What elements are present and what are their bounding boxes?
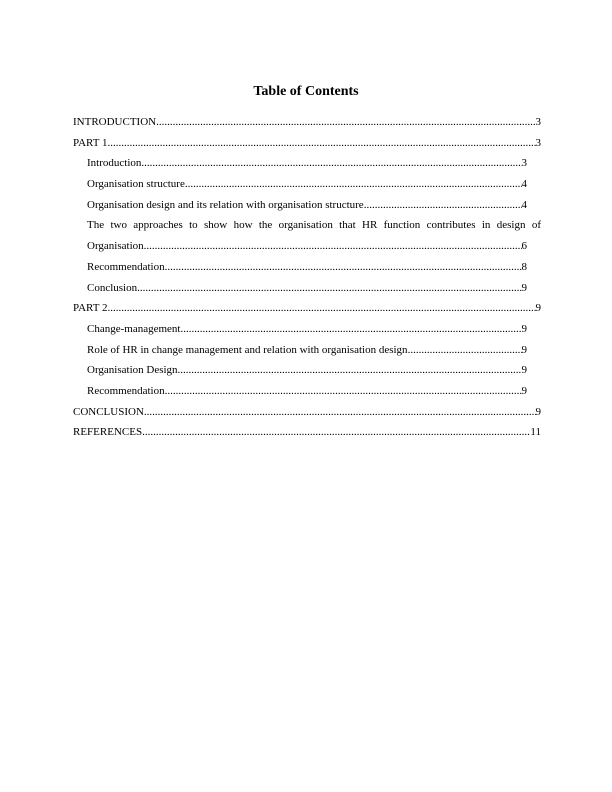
toc-leader-dots (178, 360, 522, 381)
toc-leader-dots (156, 112, 535, 133)
toc-leader-dots (141, 153, 521, 174)
toc-leader-dots (108, 133, 536, 154)
toc-entry-label: PART 1 (73, 136, 108, 149)
toc-entry-label: Recommendation (87, 260, 165, 273)
toc-entry-conclusion[interactable] (73, 402, 541, 423)
toc-entry-label: REFERENCES (73, 426, 143, 439)
toc-entry-label: CONCLUSION (73, 405, 144, 418)
toc-page-number: 4 (521, 178, 527, 191)
toc-leader-dots (165, 381, 522, 402)
toc-entry-label: Change-management (87, 322, 181, 335)
toc-page-number: 11 (530, 426, 541, 439)
toc-entry-part-1-recommendation[interactable] (87, 257, 527, 278)
toc-entry-organisation-design[interactable] (87, 360, 527, 381)
toc-page-number: 9 (535, 405, 541, 418)
toc-leader-dots (137, 278, 521, 299)
toc-page-number: 9 (521, 281, 527, 294)
toc-entry-change-management[interactable] (87, 319, 527, 340)
toc-entry-part-2[interactable] (73, 298, 541, 319)
toc-leader-dots (165, 257, 522, 278)
toc-entry-label: Role of HR in change management and relation with organisation design (87, 343, 408, 356)
toc-entry-label: Organisation design and its relation with organisation structure (87, 198, 364, 211)
toc-page-number: 4 (521, 198, 527, 211)
toc-leader-dots (185, 174, 522, 195)
toc-entry-label: Organisation structure (87, 178, 185, 191)
toc-leader-dots (142, 422, 530, 443)
toc-entry-introduction[interactable] (73, 112, 541, 133)
toc-leader-dots (144, 236, 522, 257)
toc-entry-label: Recommendation (87, 384, 165, 397)
toc-entry-part-2-recommendation[interactable] (87, 381, 527, 402)
toc-entry-label: Introduction (87, 157, 142, 170)
toc-entry-two-approaches[interactable] (87, 215, 541, 256)
toc-entry-label: INTRODUCTION (73, 116, 157, 128)
toc-leader-dots (408, 340, 522, 361)
toc-page-number: 9 (535, 302, 541, 315)
toc-leader-dots (180, 319, 521, 340)
toc-entry-organisation-structure[interactable] (87, 174, 527, 195)
toc-entry-organisation-design-relation[interactable] (87, 195, 527, 216)
toc-entry-label: Conclusion (87, 281, 138, 294)
toc-entry-part-1-conclusion[interactable] (87, 278, 527, 299)
toc-page-number: 3 (535, 116, 541, 128)
toc-page-number: 9 (521, 364, 527, 377)
toc-entry-role-of-hr[interactable] (87, 340, 527, 361)
toc-page-number: 3 (521, 157, 527, 170)
toc-page-number: 6 (521, 240, 527, 253)
toc-entry-part-1-introduction[interactable] (87, 153, 527, 174)
toc-leader-dots (364, 195, 522, 216)
toc-page-number: 9 (521, 322, 527, 335)
toc-entry-label: PART 2 (73, 302, 108, 315)
toc-entry-label: Organisation (87, 240, 144, 253)
toc-page-number: 9 (521, 384, 527, 397)
page-title: Table of Contents (253, 84, 359, 99)
toc-leader-dots (144, 402, 536, 423)
toc-page-number: 8 (521, 260, 527, 273)
toc-entry-label-line-1: The two approaches to show how the organisation that HR function contributes in design of (87, 219, 541, 232)
toc-entry-line-2 (87, 236, 527, 257)
toc-leader-dots (108, 298, 536, 319)
table-of-contents (73, 112, 541, 443)
toc-entry-part-1[interactable] (73, 133, 541, 154)
toc-page-number: 3 (535, 136, 541, 149)
toc-entry-label: Organisation Design (87, 364, 178, 377)
toc-entry-references[interactable] (73, 422, 541, 443)
toc-page-number: 9 (521, 343, 527, 356)
